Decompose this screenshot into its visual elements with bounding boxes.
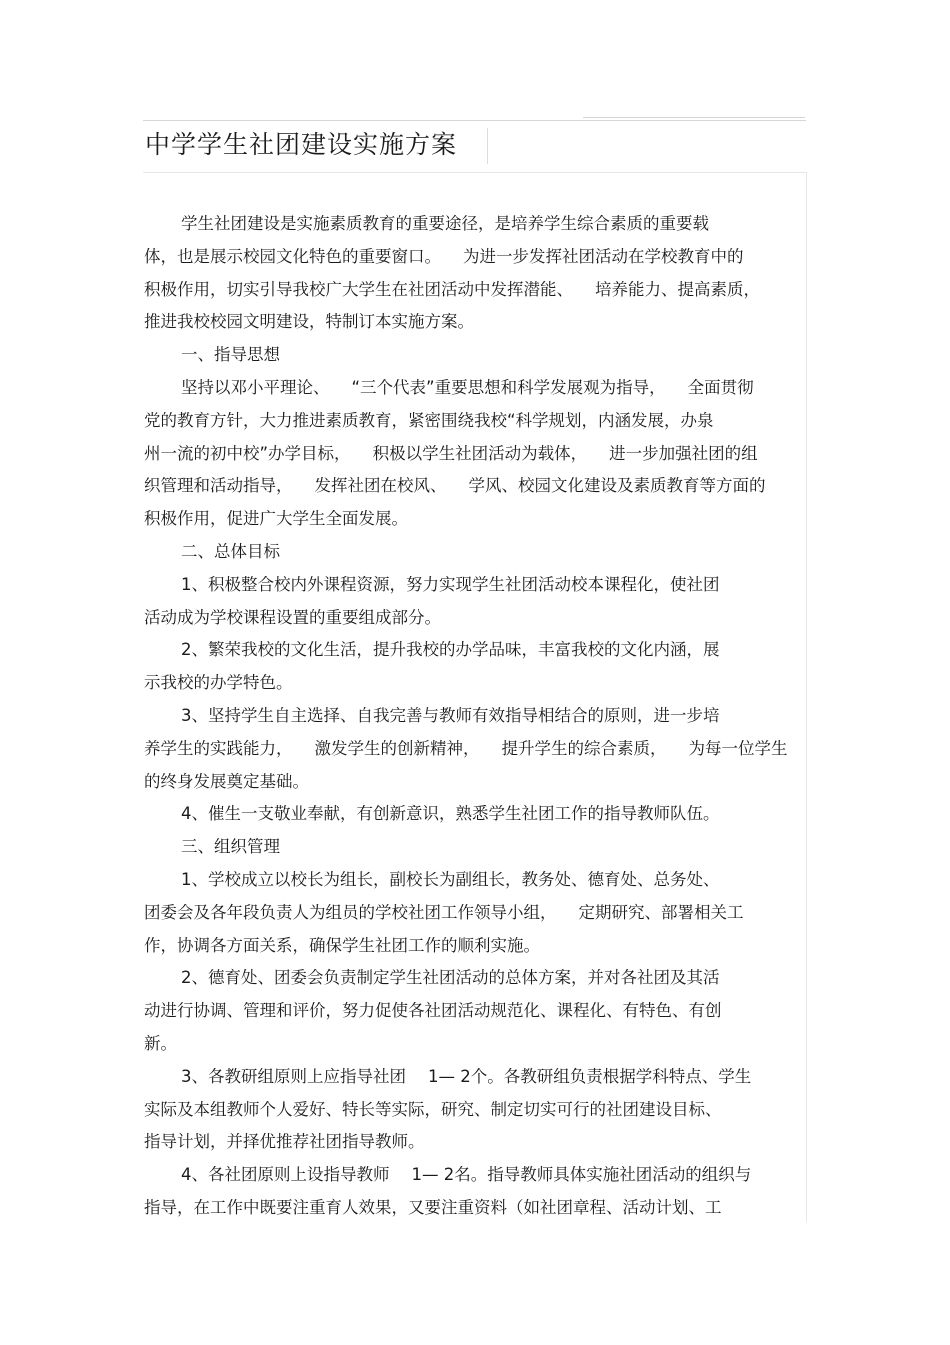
text-line (144, 1028, 804, 1061)
text-line (144, 405, 804, 438)
body-box-right-edge (806, 172, 807, 1222)
text-line (144, 1094, 804, 1127)
top-rule (143, 120, 806, 121)
text-run: 定期研究、部署相关工 (578, 902, 744, 922)
text-line (144, 733, 804, 766)
text-run: 州一流的初中校”办学目标， (144, 443, 351, 463)
text-line (144, 897, 804, 930)
text-run: 1、积极整合校内外课程资源，努力实现学生社团活动校本课程化，使社团 (181, 574, 720, 594)
text-run: 学风、校园文化建设及素质教育等方面的 (468, 476, 766, 496)
text-line (144, 864, 804, 897)
text-run: 示我校的办学特色。 (144, 673, 293, 693)
text-run: 积极作用，促进广大学生全面发展。 (144, 509, 408, 529)
text-run: 坚持以邓小平理论、 (181, 377, 330, 397)
text-run: 为每一位学生 (688, 738, 788, 758)
top-rule-right (583, 117, 805, 118)
text-line (144, 1061, 804, 1094)
text-line (144, 766, 804, 799)
text-run: 三、组织管理 (181, 837, 280, 857)
text-run: 进一步加强社团的组 (609, 443, 758, 463)
text-run: 推进我校校园文明建设，特制订本实施方案。 (144, 312, 474, 332)
text-run: 发挥社团在校风、 (314, 476, 447, 496)
text-run: 1— 2名。指导教师具体实施社团活动的组织与 (411, 1165, 752, 1185)
text-run: 二、总体目标 (181, 541, 280, 561)
text-run: 为进一步发挥社团活动在学校教育中的 (463, 246, 744, 266)
text-run: 学生社团建设是实施素质教育的重要途径，是培养学生综合素质的重要载 (181, 214, 709, 233)
text-line (144, 995, 804, 1028)
text-run: 积极作用，切实引导我校广大学生在社团活动中发挥潜能、 (144, 279, 573, 299)
text-run: 动进行协调、管理和评价，努力促使各社团活动规范化、课程化、有特色、有创 (144, 1001, 722, 1021)
text-run: 培养能力、提高素质， (595, 279, 760, 299)
text-run: 4、各社团原则上设指导教师 (181, 1165, 390, 1185)
text-run: 3、坚持学生自主选择、自我完善与教师有效指导相结合的原则，进一步培 (181, 705, 720, 725)
text-line (144, 930, 804, 963)
text-line (144, 831, 804, 864)
document-body (144, 208, 804, 1225)
text-line (144, 1159, 804, 1192)
text-run: 2、繁荣我校的文化生活，提升我校的办学品味，丰富我校的文化内涵，展 (181, 640, 720, 660)
text-line (144, 438, 804, 471)
text-run: 的终身发展奠定基础。 (144, 771, 309, 791)
text-run: 实际及本组教师个人爱好、特长等实际，研究、制定切实可行的社团建设目标、 (144, 1099, 722, 1119)
text-run: 激发学生的创新精神， (314, 738, 480, 758)
text-run: 指导计划，并择优推荐社团指导教师。 (144, 1132, 425, 1152)
text-line (144, 962, 804, 995)
text-run: 4、催生一支敬业奉献，有创新意识，熟悉学生社团工作的指导教师队伍。 (181, 804, 720, 824)
text-run: 3、各教研组原则上应指导社团 (181, 1066, 406, 1086)
text-run: 党的教育方针，大力推进素质教育，紧密围绕我校“科学规划，内涵发展，办泉 (144, 410, 714, 430)
text-line (144, 536, 804, 569)
text-line (144, 667, 804, 700)
text-line (144, 339, 804, 372)
text-run: 1— 2个。各教研组负责根据学科特点、学生 (428, 1066, 752, 1086)
text-line (144, 503, 804, 536)
text-line (144, 306, 804, 339)
text-line (144, 634, 804, 667)
text-run: 体，也是展示校园文化特色的重要窗口。 (144, 246, 441, 266)
text-line (144, 569, 804, 602)
text-line (144, 470, 804, 503)
text-line (144, 274, 804, 307)
text-line (144, 798, 804, 831)
text-line (144, 602, 804, 635)
text-run: 1、学校成立以校长为组长，副校长为副组长，教务处、德育处、总务处、 (181, 869, 720, 889)
title-box-right-edge (487, 128, 488, 164)
text-run: 作，协调各方面关系，确保学生社团工作的顺利实施。 (144, 935, 540, 955)
text-line (144, 241, 804, 274)
text-run: 指导，在工作中既要注重育人效果，又要注重资料（如社团章程、活动计划、工 (144, 1197, 722, 1217)
body-box-top-rule (143, 172, 806, 173)
text-run: 提升学生的综合素质， (501, 738, 667, 758)
text-run: “三个代表”重要思想和科学发展观为指导， (351, 377, 666, 397)
text-run: 织管理和活动指导， (144, 476, 293, 496)
text-run: 全面贯彻 (687, 377, 754, 397)
text-line (144, 208, 804, 241)
text-run: 新。 (144, 1033, 177, 1053)
document-title: 中学学生社团建设实施方案 (145, 130, 458, 159)
text-line (144, 1126, 804, 1159)
text-line (144, 1192, 804, 1225)
text-run: 活动成为学校课程设置的重要组成部分。 (144, 607, 441, 627)
text-run: 养学生的实践能力， (144, 738, 293, 758)
text-line (144, 700, 804, 733)
text-run: 团委会及各年段负责人为组员的学校社团工作领导小组， (144, 902, 557, 922)
text-run: 2、德育处、团委会负责制定学生社团活动的总体方案，并对各社团及其活 (181, 968, 720, 988)
text-run: 积极以学生社团活动为载体， (372, 443, 588, 463)
text-line (144, 372, 804, 405)
text-run: 一、指导思想 (181, 345, 280, 365)
